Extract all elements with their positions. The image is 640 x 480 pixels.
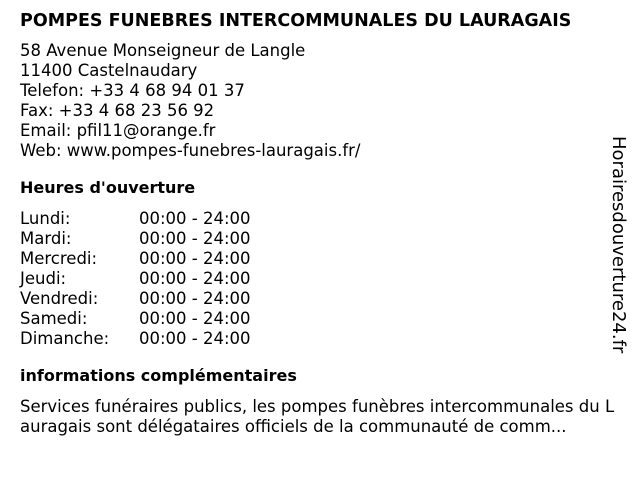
time-range: 00:00 - 24:00 [139, 249, 251, 268]
day-label: Mercredi: [20, 249, 98, 268]
day-label: Mardi: [20, 229, 72, 248]
time-range: 00:00 - 24:00 [139, 309, 251, 328]
time-range: 00:00 - 24:00 [139, 229, 251, 248]
hours-row-monday [20, 209, 612, 229]
opening-hours-table [20, 209, 612, 349]
website-url: Web: www.pompes-funebres-lauragais.fr/ [20, 141, 361, 160]
business-card [20, 11, 615, 437]
fax-number: Fax: +33 4 68 23 56 92 [20, 101, 215, 120]
hours-row-saturday [20, 309, 612, 329]
address-city: 11400 Castelnaudary [20, 61, 198, 80]
hours-row-tuesday [20, 229, 612, 249]
time-range: 00:00 - 24:00 [139, 289, 251, 308]
phone-number: Telefon: +33 4 68 94 01 37 [20, 81, 245, 100]
hours-row-sunday [20, 329, 612, 349]
additional-info-heading: informations complémentaires [20, 366, 297, 385]
hours-row-wednesday [20, 249, 612, 269]
day-label: Jeudi: [20, 269, 67, 288]
hours-row-thursday [20, 269, 612, 289]
hours-row-friday [20, 289, 612, 309]
time-range: 00:00 - 24:00 [139, 329, 251, 348]
time-range: 00:00 - 24:00 [139, 209, 251, 228]
day-label: Samedi: [20, 309, 88, 328]
site-watermark: Horairesdouverture24.fr [608, 136, 629, 354]
time-range: 00:00 - 24:00 [139, 269, 251, 288]
email-address: Email: pfil11@orange.fr [20, 121, 216, 140]
opening-hours-heading: Heures d'ouverture [20, 178, 196, 197]
address-street: 58 Avenue Monseigneur de Langle [20, 41, 306, 60]
additional-info-text: Services funéraires publics, les pompes funèbres intercommunales du Lauragais sont délégataires officiels de la communauté de comm... [20, 397, 615, 436]
business-name: POMPES FUNEBRES INTERCOMMUNALES DU LAURAGAIS [20, 11, 572, 31]
day-label: Vendredi: [20, 289, 99, 308]
day-label: Dimanche: [20, 329, 110, 348]
day-label: Lundi: [20, 209, 71, 228]
contact-info [20, 41, 612, 161]
